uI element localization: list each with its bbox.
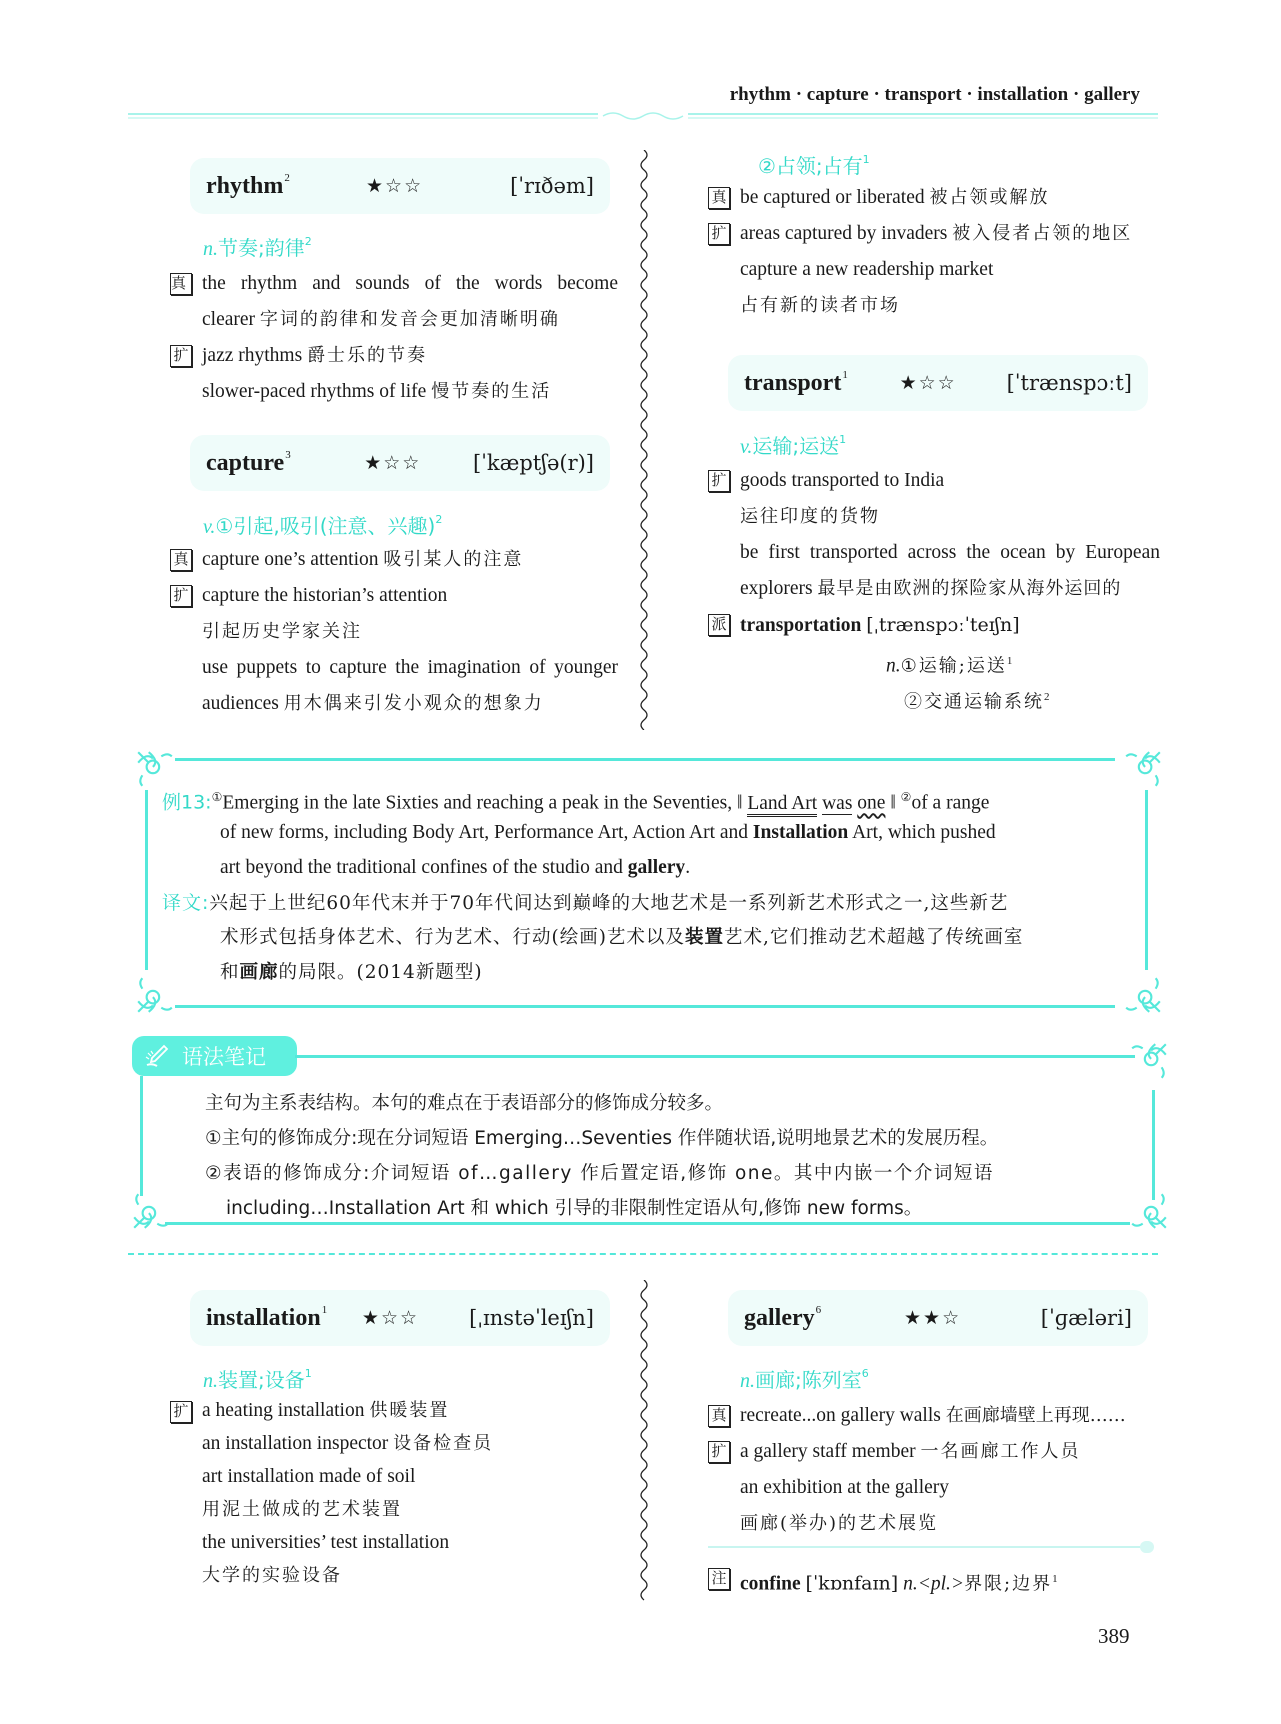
- subject-underline: Land Art: [747, 793, 817, 817]
- real-exam-tag-icon: 真: [708, 1405, 730, 1427]
- grammar-note-line: including…Installation Art 和 which 引导的非限制性定语从句,修饰 new forms。: [226, 1198, 923, 1219]
- note-line: 注 confine [ˈkɒnfaɪn] n.<pl.>界限;边界$^1$: [708, 1561, 1160, 1597]
- phonetic: [ˈrɪðəm]: [510, 174, 594, 198]
- headword: gallery$^6$: [744, 1304, 822, 1331]
- example-line: explorers 最早是由欧洲的探险家从海外运回的: [740, 578, 1122, 599]
- header-rule-ornament: [128, 112, 1158, 120]
- sense-definition: ②占领;占有$^1$: [758, 153, 870, 178]
- star-rating: ★★☆: [904, 1307, 962, 1329]
- example-sentence-line1: 例13:①Emerging in the late Sixties and reaching a peak in the Seventies, ‖ Land Art was one ‖ ②of a range: [162, 780, 989, 821]
- example-line: 画廊(举办)的艺术展览: [740, 1513, 939, 1534]
- corner-ornament-icon: [1128, 1040, 1170, 1082]
- phonetic: [ˈɡæləri]: [1040, 1306, 1132, 1330]
- sense-definition: v.①引起,吸引(注意、兴趣)$^2$: [203, 513, 443, 538]
- example-box-border: [145, 790, 148, 970]
- star-rating: ★☆☆: [899, 372, 957, 394]
- star-rating: ★☆☆: [361, 1307, 420, 1329]
- example-line: 真 capture one’s attention 吸引某人的注意: [170, 542, 618, 578]
- expand-tag-icon: 扩: [708, 470, 730, 492]
- expand-tag-icon: 扩: [708, 223, 730, 245]
- note-divider: [708, 1546, 1148, 1548]
- phonetic: [ˈtrænspɔːt]: [1006, 371, 1132, 395]
- predicative-underline: one: [857, 792, 886, 814]
- corner-ornament-icon: [134, 974, 176, 1016]
- column-divider: [634, 150, 654, 730]
- example-line: 占有新的读者市场: [740, 295, 900, 316]
- example-line: capture a new readership market: [740, 259, 994, 280]
- real-exam-tag-icon: 真: [170, 549, 192, 571]
- grammar-note-line: ①主句的修饰成分:现在分词短语 Emerging…Seventies 作伴随状语,说明地景艺术的发展历程。: [205, 1128, 999, 1149]
- example-line: 用泥土做成的艺术装置: [202, 1499, 402, 1520]
- example-line: 引起历史学家关注: [202, 621, 362, 642]
- corner-ornament-icon: [130, 1190, 172, 1232]
- word-card-capture: [190, 435, 610, 491]
- star-rating: ★☆☆: [366, 175, 424, 197]
- installation-examples: [170, 1394, 618, 1592]
- example-line: be first transported across the ocean by European: [740, 542, 1160, 563]
- headword: transport$^1$: [744, 369, 848, 396]
- example-label: 例13:: [162, 791, 212, 814]
- example-line: 扩 a gallery staff member 一名画廊工作人员: [708, 1434, 1160, 1470]
- corner-ornament-icon: [1122, 748, 1164, 790]
- real-exam-tag-icon: 真: [708, 187, 730, 209]
- word-card-transport: [728, 355, 1148, 411]
- word-card-rhythm: [190, 158, 610, 214]
- sense-definition: n.装置;设备$^1$: [203, 1367, 312, 1392]
- page-number: 389: [1098, 1624, 1130, 1648]
- example-sentence-line2: of new forms, including Body Art, Performance Art, Action Art and Installation Art, which pushed: [220, 822, 996, 843]
- word-card-gallery: [728, 1290, 1148, 1346]
- gallery-note: [708, 1561, 1160, 1597]
- transport-examples: [708, 463, 1160, 715]
- gallery-examples: [708, 1398, 1160, 1542]
- example-line: 扩 areas captured by invaders 被入侵者占领的地区: [708, 216, 1160, 252]
- example-sentence-line3: art beyond the traditional confines of the studio and gallery.: [220, 857, 691, 878]
- example-line: slower-paced rhythms of life 慢节奏的生活: [202, 381, 552, 402]
- note-divider-dot: [1140, 1541, 1154, 1553]
- word-card-installation: [190, 1290, 610, 1346]
- sense-definition: v.运输;运送$^1$: [740, 433, 847, 458]
- translation-line1: 译文:兴起于上世纪60年代末并于70年代间达到巅峰的大地艺术是一系列新艺术形式之一,这些新艺: [162, 892, 1009, 914]
- example-line: clearer 字词的韵律和发音会更加清晰明确: [202, 309, 560, 330]
- headword: capture$^3$: [206, 449, 291, 476]
- expand-tag-icon: 扩: [170, 585, 192, 607]
- derived-sense: ②交通运输系统$^2$: [904, 691, 1050, 713]
- capture-examples: [170, 542, 618, 722]
- example-line: art installation made of soil: [202, 1466, 416, 1487]
- rhythm-examples: [170, 266, 618, 410]
- grammar-box-border: [140, 1076, 143, 1196]
- example-line: 扩 goods transported to India: [708, 463, 1160, 499]
- real-exam-tag-icon: 真: [170, 273, 192, 295]
- expand-tag-icon: 扩: [708, 1441, 730, 1463]
- example-line: 大学的实验设备: [202, 1565, 342, 1586]
- example-line: 扩 jazz rhythms 爵士乐的节奏: [170, 338, 618, 374]
- grammar-note-line: ②表语的修饰成分:介词短语 of…gallery 作后置定语,修饰 one。其中内嵌一个介词短语: [205, 1163, 994, 1184]
- expand-tag-icon: 扩: [170, 345, 192, 367]
- verb-underline: was: [822, 792, 853, 814]
- note-tag-icon: 注: [708, 1568, 730, 1590]
- expand-tag-icon: 扩: [170, 1401, 192, 1423]
- phonetic: [ˌɪnstəˈleɪʃn]: [469, 1306, 594, 1330]
- example-line: 运往印度的货物: [740, 506, 880, 527]
- column-divider: [634, 1280, 654, 1605]
- translation-label: 译文:: [162, 892, 210, 914]
- star-rating: ★☆☆: [364, 452, 422, 474]
- example-line: audiences 用木偶来引发小观众的想象力: [202, 693, 544, 714]
- example-line: 真 recreate...on gallery walls 在画廊墙壁上再现……: [708, 1398, 1160, 1434]
- headword: rhythm$^2$: [206, 172, 290, 199]
- translation-line2: 术形式包括身体艺术、行为艺术、行动(绘画)艺术以及装置艺术,它们推动艺术超越了传统画室: [220, 927, 1024, 948]
- grammar-box-border: [295, 1055, 1135, 1058]
- phonetic: [ˈkæptʃə(r)]: [472, 451, 594, 475]
- example-line: an exhibition at the gallery: [740, 1477, 950, 1498]
- sense-definition: n.画廊;陈列室$^6$: [740, 1367, 869, 1392]
- pen-icon: [144, 1043, 170, 1069]
- example-line: 扩 capture the historian’s attention: [170, 578, 618, 614]
- derived-sense: n.①运输;运送$^1$: [886, 655, 1013, 677]
- section-divider: [128, 1253, 1158, 1255]
- derived-word-line: 派 transportation [ˌtrænspɔːˈteɪʃn]: [708, 607, 1160, 643]
- example-line: use puppets to capture the imagination of younger: [202, 657, 618, 678]
- headword: installation$^1$: [206, 1304, 328, 1331]
- grammar-note-title: 语法笔记: [182, 1045, 266, 1069]
- example-line: 真 the rhythm and sounds of the words become: [171, 273, 618, 294]
- example-box-border: [1145, 790, 1148, 970]
- corner-ornament-icon: [1128, 1190, 1170, 1232]
- grammar-box-border: [1152, 1090, 1155, 1200]
- derived-tag-icon: 派: [708, 614, 730, 636]
- corner-ornament-icon: [1122, 974, 1164, 1016]
- example-box-border: [175, 758, 1115, 761]
- example-line: 真 be captured or liberated 被占领或解放: [708, 180, 1160, 216]
- running-head: rhythm · capture · transport · installation · gallery: [729, 84, 1140, 105]
- grammar-note-tab: [132, 1036, 297, 1076]
- grammar-note-line: 主句为主系表结构。本句的难点在于表语部分的修饰成分较多。: [205, 1093, 724, 1114]
- example-line: the universities’ test installation: [202, 1532, 450, 1553]
- capture-sense2-examples: [708, 180, 1160, 324]
- sense-definition: n.节奏;韵律$^2$: [203, 235, 312, 260]
- example-line: 扩 a heating installation 供暖装置: [170, 1394, 618, 1427]
- translation-line3: 和画廊的局限。(2014新题型): [220, 962, 483, 983]
- example-box-border: [175, 1005, 1115, 1008]
- example-line: an installation inspector 设备检查员: [202, 1433, 494, 1454]
